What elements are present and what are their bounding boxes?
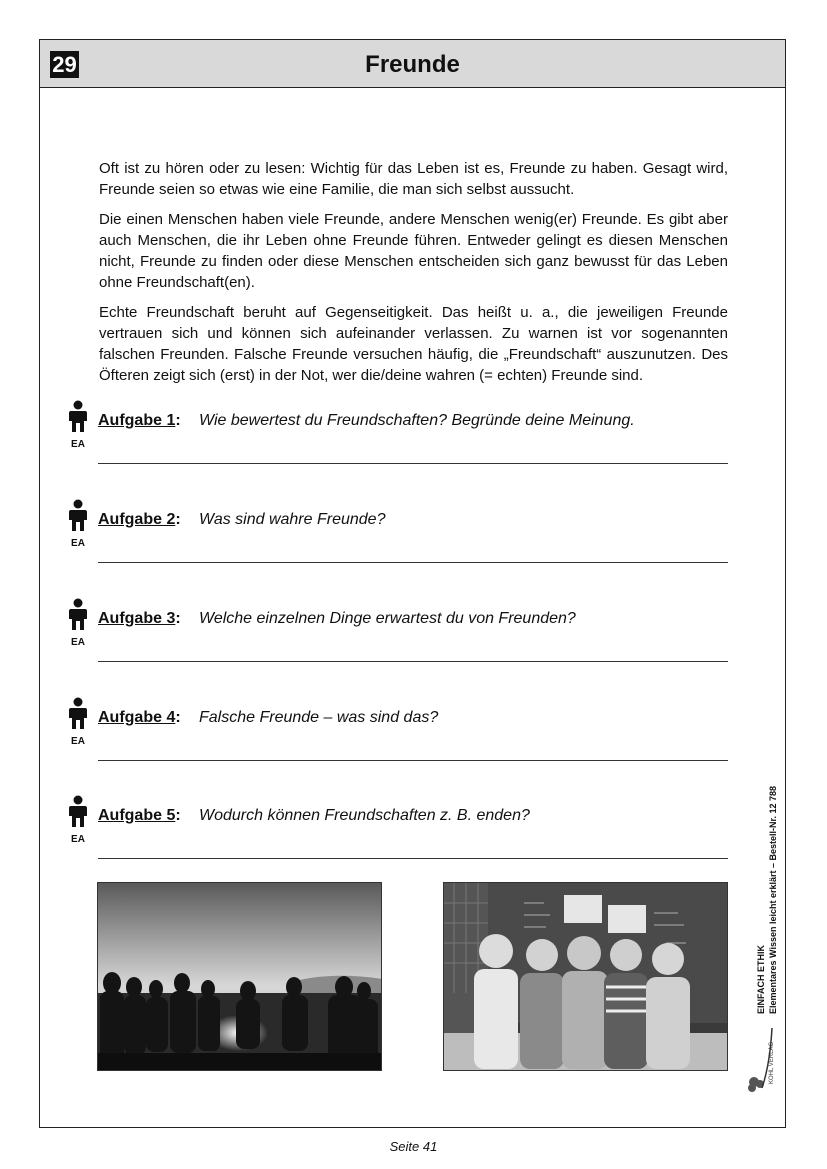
intro-paragraph: Echte Freundschaft beruht auf Gegenseitigkeit. Das heißt u. a., die jeweiligen Freunde vertrauen sich und können sich aufeinander verlassen. Zu warnen ist vor sogenannten falschen Freunden. Falsche Freunde versuchen häufig, die „Freundschaft“ auszunutzen. Des Öfteren zeigt sich (erst) in der Not, wer die/deine wahren (= echten) Freunde sind. [99, 304, 728, 384]
sidebar-series-title: EINFACH ETHIK [756, 944, 766, 1014]
ea-badge: EA [71, 736, 85, 747]
publisher-logo [746, 1024, 780, 1094]
intro-paragraph: Oft ist zu hören oder zu lesen: Wichtig für das Leben ist es, Freunde zu haben. Gesagt wird, Freunde seien so etwas wie eine Familie, die man sich selbst aussucht. [99, 160, 728, 198]
task-question: Wodurch können Freundschaften z. B. enden? [199, 807, 530, 824]
header-bar [40, 40, 785, 88]
ea-badge: EA [71, 637, 85, 648]
task-label: Aufgabe 5: [98, 807, 181, 824]
task-5 [60, 795, 728, 870]
task-label: Aufgabe 1: [98, 412, 181, 429]
answer-line[interactable] [98, 562, 728, 563]
ea-badge: EA [71, 439, 85, 450]
photo-campfire [97, 882, 382, 1071]
task-label: Aufgabe 4: [98, 709, 181, 726]
page-title: Freunde [365, 51, 460, 78]
intro-text [99, 158, 728, 395]
person-icon [69, 697, 87, 729]
task-question: Falsche Freunde – was sind das? [199, 709, 439, 726]
page-number: Seite 41 [389, 1139, 438, 1154]
answer-line[interactable] [98, 760, 728, 761]
task-label: Aufgabe 3: [98, 610, 181, 627]
intro-paragraph: Die einen Menschen haben viele Freunde, andere Menschen wenig(er) Freunde. Es gibt aber auch Menschen, die ihr Leben ohne Freunde führen. Entweder gelingt es diesen Menschen nicht, Freunde zu finden oder diese Menschen entscheiden sich ganz bewusst für das Leben ohne Freundschaft(en). [99, 211, 728, 291]
task-3 [60, 598, 728, 673]
task-question: Was sind wahre Freunde? [199, 511, 386, 528]
worksheet-number: 29 [50, 51, 79, 78]
task-label: Aufgabe 2: [98, 511, 181, 528]
task-question: Welche einzelnen Dinge erwartest du von Freunden? [199, 610, 576, 627]
task-2 [60, 499, 728, 574]
ea-badge: EA [71, 834, 85, 845]
answer-line[interactable] [98, 858, 728, 859]
task-question: Wie bewertest du Freundschaften? Begründe deine Meinung. [199, 412, 635, 429]
photo-children [443, 882, 728, 1071]
ea-badge: EA [71, 538, 85, 549]
answer-line[interactable] [98, 463, 728, 464]
task-4 [60, 697, 728, 772]
task-1 [60, 400, 728, 475]
answer-line[interactable] [98, 661, 728, 662]
person-icon [69, 795, 87, 827]
person-icon [69, 400, 87, 432]
sidebar-order-info: Elementares Wissen leicht erklärt – Bestell-Nr. 12 788 [768, 785, 778, 1014]
person-icon [69, 499, 87, 531]
logo-text: KOHL VERLAG [769, 1041, 775, 1084]
person-icon [69, 598, 87, 630]
